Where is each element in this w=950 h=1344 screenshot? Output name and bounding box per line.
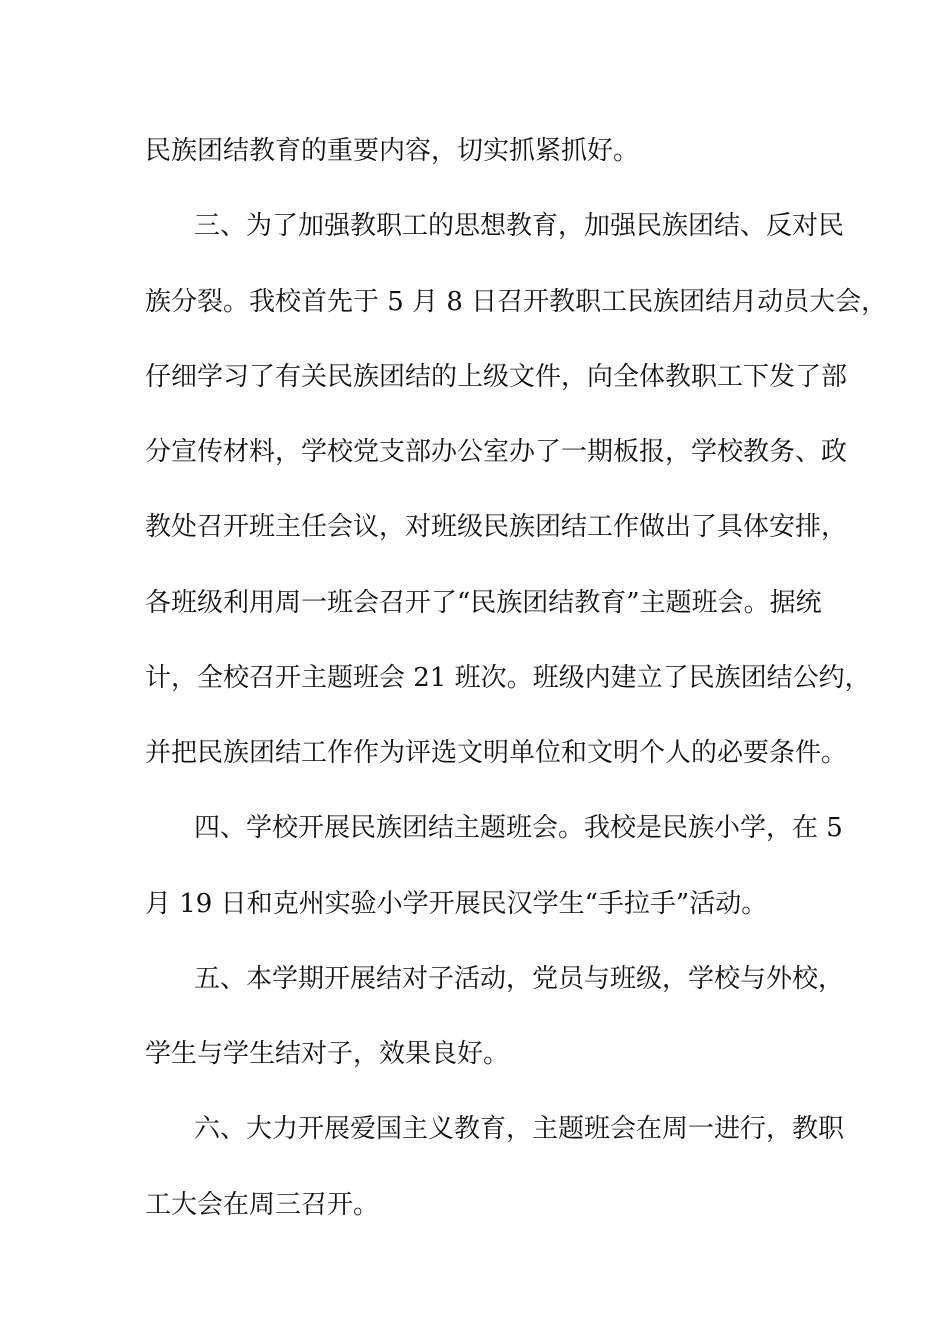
text-line: 族分裂。我校首先于 5 月 8 日召开教职工民族团结月动员大会， — [145, 287, 888, 317]
text-line: 五、本学期开展结对子活动，党员与班级，学校与外校， — [194, 964, 845, 994]
text-line: 教处召开班主任会议，对班级民族团结工作做出了具体安排， — [145, 512, 848, 542]
text-line: 四、学校开展民族团结主题班会。我校是民族小学，在 5 — [194, 813, 843, 843]
text-line: 月 19 日和克州实验小学开展民汉学生“手拉手”活动。 — [145, 889, 768, 919]
text-line: 六、大力开展爱国主义教育，主题班会在周一进行，教职 — [194, 1114, 845, 1144]
text-line: 工大会在周三召开。 — [145, 1190, 380, 1220]
text-line: 三、为了加强教职工的思想教育，加强民族团结、反对民 — [194, 211, 845, 241]
text-line: 计，全校召开主题班会 21 班次。班级内建立了民族团结公约， — [145, 663, 871, 693]
text-line: 民族团结教育的重要内容，切实抓紧抓好。 — [145, 136, 640, 166]
text-line: 各班级利用周一班会召开了“民族团结教育”主题班会。据统 — [145, 588, 822, 618]
text-line: 分宣传材料，学校党支部办公室办了一期板报，学校教务、政 — [145, 437, 848, 467]
text-line: 并把民族团结工作作为评选文明单位和文明个人的必要条件。 — [145, 738, 848, 768]
text-line: 学生与学生结对子，效果良好。 — [145, 1039, 510, 1069]
text-line: 仔细学习了有关民族团结的上级文件，向全体教职工下发了部 — [145, 362, 848, 392]
